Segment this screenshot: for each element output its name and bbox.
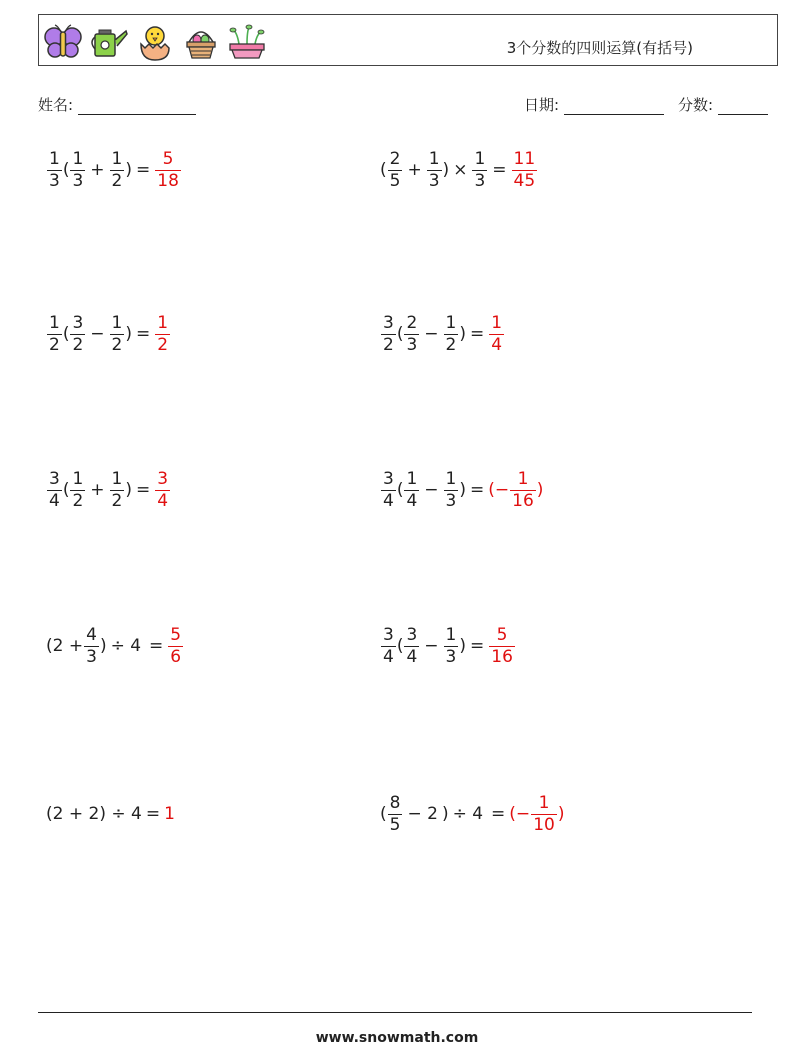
answer [511, 148, 539, 191]
answer-value: 1 [164, 804, 175, 824]
expression-text: (2 + 2) ÷ 4 [46, 804, 142, 824]
operator: − [424, 636, 439, 656]
numerator: 1 [111, 148, 123, 169]
date-label: 日期: [524, 96, 560, 114]
problem-9 [46, 786, 175, 842]
operator-outer: × [453, 160, 468, 180]
equals-sign: = [136, 480, 151, 500]
close-paren: ) [99, 636, 107, 656]
close-paren: ) [441, 804, 449, 824]
easter-basket-icon [181, 22, 221, 62]
fraction-b [444, 312, 459, 355]
answer-open: (− [509, 804, 531, 824]
numerator: 3 [49, 468, 60, 489]
answer [488, 624, 516, 667]
worksheet-title: 3个分数的四则运算(有括号) [506, 39, 693, 57]
fraction-b [110, 468, 125, 511]
denominator: 5 [389, 170, 401, 191]
numerator: 5 [170, 624, 182, 645]
denominator: 3 [445, 646, 457, 667]
fraction-a [70, 312, 85, 355]
denominator: 2 [445, 334, 457, 355]
fraction-a [84, 624, 99, 667]
denominator: 18 [157, 170, 179, 191]
problem-7 [46, 618, 184, 674]
name-field [38, 94, 196, 115]
numerator: 1 [72, 148, 84, 169]
numerator: 1 [49, 312, 60, 333]
open-paren: ( [62, 480, 70, 500]
numerator: 3 [383, 312, 394, 333]
leading-fraction [381, 312, 396, 355]
numerator: 5 [496, 624, 508, 645]
fraction-b [110, 148, 125, 191]
operator: − [90, 324, 105, 344]
numerator: 8 [389, 792, 401, 813]
denominator: 2 [72, 334, 84, 355]
fraction-c [472, 148, 487, 191]
operator: − 2 [407, 804, 438, 824]
denominator: 2 [157, 334, 169, 355]
date-blank[interactable] [564, 100, 664, 115]
numerator: 1 [406, 468, 418, 489]
leading-fraction [47, 148, 62, 191]
denominator: 16 [491, 646, 513, 667]
butterfly-icon [43, 22, 83, 62]
numerator: 1 [445, 312, 457, 333]
fraction-b [444, 468, 459, 511]
numerator: 1 [157, 312, 169, 333]
answer-fraction [155, 312, 170, 355]
denominator: 5 [389, 814, 401, 835]
leading-fraction [47, 312, 62, 355]
answer-fraction [531, 792, 557, 835]
numerator: 1 [517, 468, 529, 489]
leading-fraction [381, 468, 396, 511]
answer [488, 468, 544, 511]
equals-sign: = [136, 324, 151, 344]
numerator: 1 [491, 312, 503, 333]
problem-3 [46, 306, 171, 362]
numerator: 2 [389, 148, 401, 169]
numerator: 5 [162, 148, 174, 169]
problem-4 [380, 306, 505, 362]
denominator: 4 [157, 490, 169, 511]
fraction-a [70, 468, 85, 511]
operator-outer: ÷ 4 [110, 636, 142, 656]
answer [164, 804, 175, 824]
open-paren: ( [396, 324, 404, 344]
close-paren: ) [442, 160, 450, 180]
denominator: 4 [406, 646, 418, 667]
open-paren: ( [396, 636, 404, 656]
answer-fraction [489, 312, 504, 355]
open-paren: ( [396, 480, 404, 500]
problem-5 [46, 462, 171, 518]
equals-sign: = [470, 636, 485, 656]
equals-sign: = [470, 480, 485, 500]
chick-in-egg-icon [135, 22, 175, 62]
denominator: 3 [86, 646, 97, 667]
name-label: 姓名: [38, 96, 74, 114]
fraction-a [404, 624, 419, 667]
numerator: 1 [445, 468, 457, 489]
denominator: 6 [170, 646, 182, 667]
numerator: 1 [111, 468, 123, 489]
operator: + [407, 160, 422, 180]
denominator: 3 [428, 170, 440, 191]
denominator: 3 [72, 170, 84, 191]
score-field [678, 94, 768, 115]
numerator: 3 [406, 624, 418, 645]
close-paren: ) [459, 636, 467, 656]
numerator: 3 [157, 468, 169, 489]
denominator: 4 [491, 334, 503, 355]
open-paren: ( [62, 160, 70, 180]
problem-2 [380, 142, 538, 198]
open-paren: ( [380, 804, 387, 824]
denominator: 4 [383, 646, 394, 667]
problem-1 [46, 142, 182, 198]
numerator: 1 [49, 148, 60, 169]
numerator: 3 [383, 624, 394, 645]
answer-fraction [510, 468, 536, 511]
answer [488, 312, 505, 355]
equals-sign: = [149, 636, 164, 656]
answer-close: ) [536, 480, 544, 500]
leading-fraction [47, 468, 62, 511]
close-paren: ) [459, 324, 467, 344]
answer [509, 792, 565, 835]
open-paren: (2 + [46, 636, 84, 656]
denominator: 45 [513, 170, 536, 191]
problem-6 [380, 462, 543, 518]
fraction-a [388, 148, 403, 191]
fraction-b [444, 624, 459, 667]
denominator: 10 [533, 814, 555, 835]
denominator: 4 [383, 490, 394, 511]
answer-close: ) [557, 804, 565, 824]
fraction-a [70, 148, 85, 191]
denominator: 2 [383, 334, 394, 355]
answer-fraction [489, 624, 515, 667]
answer [154, 312, 171, 355]
fraction-a [404, 468, 419, 511]
equals-sign: = [136, 160, 151, 180]
denominator: 3 [406, 334, 418, 355]
denominator: 3 [474, 170, 486, 191]
operator-outer: ÷ 4 [452, 804, 484, 824]
denominator: 2 [111, 490, 123, 511]
fraction-b [110, 312, 125, 355]
numerator: 1 [538, 792, 550, 813]
numerator: 1 [428, 148, 440, 169]
equals-sign: = [492, 160, 507, 180]
score-label: 分数: [678, 96, 714, 114]
open-paren: ( [380, 160, 387, 180]
answer-fraction [168, 624, 183, 667]
fraction-a [388, 792, 403, 835]
numerator: 3 [72, 312, 84, 333]
operator: + [90, 480, 105, 500]
denominator: 3 [445, 490, 457, 511]
header-icons [43, 22, 267, 62]
problem-8 [380, 618, 516, 674]
denominator: 3 [49, 170, 60, 191]
watering-can-icon [89, 22, 129, 62]
numerator: 1 [111, 312, 123, 333]
fraction-a [404, 312, 419, 355]
numerator: 1 [445, 624, 457, 645]
close-paren: ) [125, 480, 133, 500]
footer-divider [38, 1012, 752, 1013]
open-paren: ( [62, 324, 70, 344]
answer-fraction [155, 468, 170, 511]
date-field [524, 94, 664, 115]
fraction-b [427, 148, 442, 191]
answer [154, 148, 182, 191]
operator: − [424, 480, 439, 500]
numerator: 1 [72, 468, 84, 489]
equals-sign: = [470, 324, 485, 344]
numerator: 3 [383, 468, 394, 489]
numerator: 11 [513, 148, 536, 169]
answer [167, 624, 184, 667]
numerator: 1 [474, 148, 486, 169]
denominator: 2 [72, 490, 84, 511]
worksheet-header [38, 14, 778, 66]
equals-sign: = [491, 804, 506, 824]
name-blank[interactable] [78, 100, 196, 115]
answer-open: (− [488, 480, 510, 500]
close-paren: ) [459, 480, 467, 500]
answer-fraction [512, 148, 538, 191]
sprout-pot-icon [227, 22, 267, 62]
answer [154, 468, 171, 511]
score-blank[interactable] [718, 100, 768, 115]
equals-sign: = [145, 804, 161, 824]
footer-url: www.snowmath.com [315, 1030, 479, 1046]
numerator: 2 [406, 312, 418, 333]
answer-fraction [155, 148, 181, 191]
operator: + [90, 160, 105, 180]
denominator: 4 [49, 490, 60, 511]
denominator: 2 [49, 334, 60, 355]
problem-10 [380, 786, 564, 842]
close-paren: ) [125, 324, 133, 344]
denominator: 2 [111, 334, 123, 355]
denominator: 2 [111, 170, 123, 191]
operator: − [424, 324, 439, 344]
leading-fraction [381, 624, 396, 667]
numerator: 4 [86, 624, 97, 645]
denominator: 4 [406, 490, 418, 511]
denominator: 16 [512, 490, 534, 511]
close-paren: ) [125, 160, 133, 180]
